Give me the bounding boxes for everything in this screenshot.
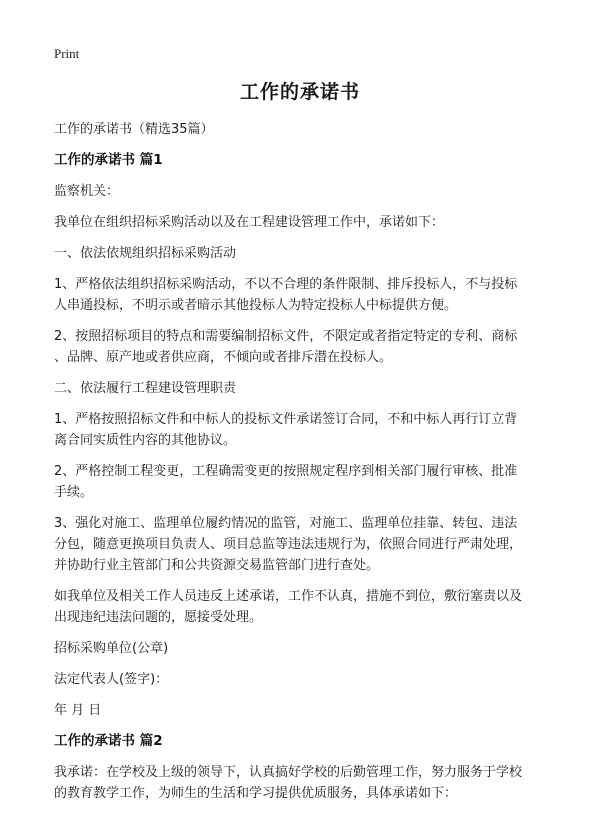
section-heading: 工作的承诺书 篇1 (54, 152, 163, 168)
paragraph (54, 513, 540, 576)
paragraph (54, 669, 540, 690)
document-section (54, 731, 540, 804)
paragraph-line: 如我单位及相关工作人员违反上述承诺，工作不认真，措施不到位，敷衍塞责以及 (54, 589, 523, 604)
paragraph-line: 我承诺：在学校及上级的领导下，认真搞好学校的后勤管理工作，努力服务于学校 (54, 765, 523, 780)
document-body (54, 119, 540, 814)
paragraph (54, 409, 540, 451)
paragraph-line: 1、严格按照招标文件和中标人的投标文件承诺签订合同，不和中标人再行订立背 (54, 412, 518, 427)
print-link[interactable]: Print (54, 46, 80, 61)
paragraph (54, 243, 540, 264)
paragraph-line: 3、强化对施工、监理单位履约情况的监管，对施工、监理单位挂靠、转包、违法 (54, 516, 518, 531)
section-heading: 工作的承诺书 篇2 (54, 733, 163, 749)
sections-container (54, 150, 540, 804)
paragraph (54, 326, 540, 368)
paragraph-line: 、品牌、原产地或者供应商，不倾向或者排斥潜在投标人。 (54, 350, 393, 365)
paragraph (54, 762, 540, 804)
document-subtitle: 工作的承诺书（精选35篇） (54, 122, 214, 137)
paragraph (54, 638, 540, 659)
paragraph (54, 181, 540, 202)
paragraph-line: 出现违纪违法问题的，愿接受处理。 (54, 610, 263, 625)
paragraph-line: 二、依法履行工程建设管理职责 (54, 381, 237, 396)
paragraph (54, 461, 540, 503)
paragraph-line: 一、依法依规组织招标采购活动 (54, 246, 237, 261)
paragraph-line: 并协助行业主管部门和公共资源交易监管部门进行查处。 (54, 558, 380, 573)
paragraph-line: 招标采购单位(公章) (54, 641, 169, 656)
document-title: 工作的承诺书 (239, 81, 360, 103)
paragraph-line: 2、按照招标项目的特点和需要编制招标文件，不限定或者指定特定的专利、商标 (54, 329, 518, 344)
paragraph-line: 人串通投标，不明示或者暗示其他投标人为特定投标人中标提供方便。 (54, 298, 458, 313)
paragraph-line: 年 月 日 (54, 703, 102, 718)
document-section (54, 150, 540, 721)
paragraph-line: 法定代表人(签字)： (54, 672, 169, 687)
paragraph (54, 274, 540, 316)
paragraph (54, 378, 540, 399)
paragraph-line: 2、严格控制工程变更，工程确需变更的按照规定程序到相关部门履行审核、批准 (54, 464, 518, 479)
paragraph-line: 手续。 (54, 485, 94, 500)
paragraph-line: 的教育教学工作，为师生的生活和学习提供优质服务，具体承诺如下： (54, 786, 458, 801)
paragraph (54, 700, 540, 721)
paragraph-line: 监察机关： (54, 184, 120, 199)
paragraph (54, 586, 540, 628)
paragraph-line: 我单位在组织招标采购活动以及在工程建设管理工作中，承诺如下： (54, 215, 445, 230)
paragraph-line: 分包，随意更换项目负责人、项目总监等违法违规行为，依照合同进行严肃处理， (54, 537, 523, 552)
paragraph-line: 离合同实质性内容的其他协议。 (54, 433, 237, 448)
paragraph-line: 1、严格依法组织招标采购活动，不以不合理的条件限制、排斥投标人，不与投标 (54, 277, 518, 292)
paragraph (54, 212, 540, 233)
